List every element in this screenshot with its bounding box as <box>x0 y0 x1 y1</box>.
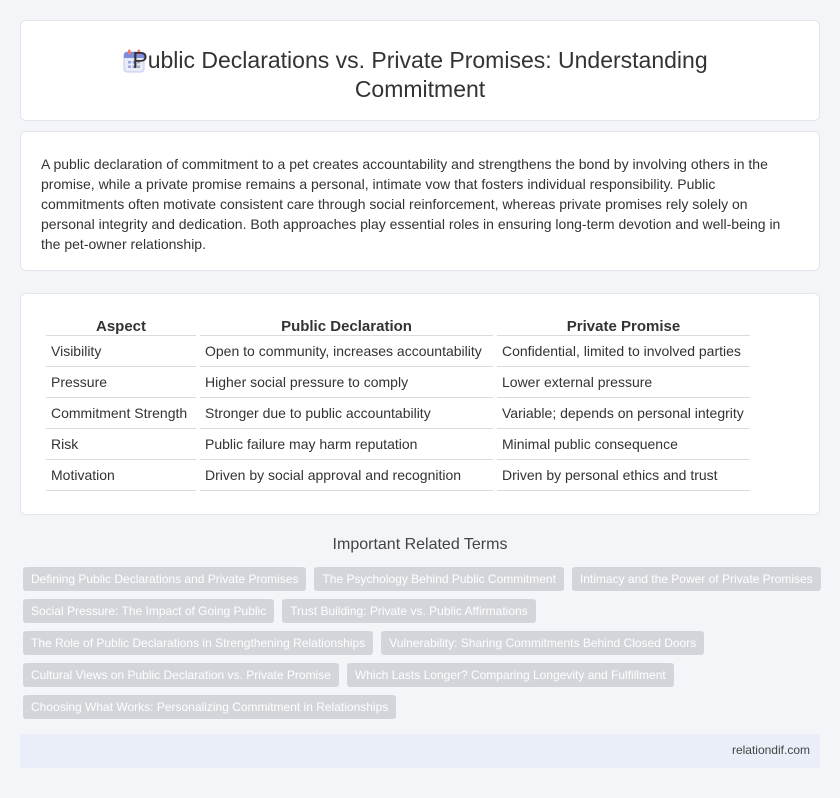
table-cell: Motivation <box>46 460 196 491</box>
comparison-table-card <box>20 293 820 515</box>
table-cell: Minimal public consequence <box>497 429 750 460</box>
table-cell: Variable; depends on personal integrity <box>497 398 750 429</box>
table-row <box>46 398 750 429</box>
intro-card <box>20 131 820 271</box>
table-cell: Open to community, increases accountability <box>200 336 493 367</box>
table-cell: Commitment Strength <box>46 398 196 429</box>
related-term-link[interactable]: The Role of Public Declarations in Strengthening Relationships <box>23 631 373 655</box>
table-cell: Driven by personal ethics and trust <box>497 460 750 491</box>
table-row <box>46 336 750 367</box>
related-term-link[interactable]: Intimacy and the Power of Private Promises <box>572 567 821 591</box>
header-card <box>20 20 820 121</box>
page-title: Public Declarations vs. Private Promises: Understanding Commitment <box>132 47 708 102</box>
related-terms-list <box>23 567 823 727</box>
column-header-public: Public Declaration <box>200 314 493 336</box>
table-cell: Risk <box>46 429 196 460</box>
related-term-link[interactable]: Vulnerability: Sharing Commitments Behind Closed Doors <box>381 631 704 655</box>
table-cell: Higher social pressure to comply <box>200 367 493 398</box>
intro-text: A public declaration of commitment to a pet creates accountability and strengthens the bond by involving others in the promise, while a private promise remains a personal, intimate vow that fosters individual responsibility. Public commitments often motivate consistent care through social reinforcement, whereas private promises rely solely on personal integrity and dedication. Both approaches play essential roles in ensuring long-term devotion and well-being in the pet-owner relationship. <box>41 156 781 252</box>
table-cell: Visibility <box>46 336 196 367</box>
related-term-link[interactable]: Defining Public Declarations and Private Promises <box>23 567 306 591</box>
related-term-link[interactable]: Social Pressure: The Impact of Going Public <box>23 599 274 623</box>
related-term-link[interactable]: Choosing What Works: Personalizing Commitment in Relationships <box>23 695 396 719</box>
table-cell: Lower external pressure <box>497 367 750 398</box>
related-terms-title: Important Related Terms <box>332 536 508 553</box>
comparison-table <box>42 314 754 491</box>
table-row <box>46 460 750 491</box>
table-header-row <box>46 314 750 336</box>
related-term-link[interactable]: Cultural Views on Public Declaration vs. Private Promise <box>23 663 339 687</box>
column-header-private: Private Promise <box>497 314 750 336</box>
related-term-link[interactable]: Which Lasts Longer? Comparing Longevity and Fulfillment <box>347 663 674 687</box>
related-term-link[interactable]: The Psychology Behind Public Commitment <box>314 567 563 591</box>
table-row <box>46 429 750 460</box>
table-cell: Pressure <box>46 367 196 398</box>
table-cell: Stronger due to public accountability <box>200 398 493 429</box>
related-term-link[interactable]: Trust Building: Private vs. Public Affirmations <box>282 599 535 623</box>
footer-site-name[interactable]: relationdif.com <box>731 743 810 757</box>
footer <box>20 734 820 768</box>
table-cell: Confidential, limited to involved parties <box>497 336 750 367</box>
table-row <box>46 367 750 398</box>
column-header-aspect: Aspect <box>46 314 196 336</box>
table-cell: Driven by social approval and recognition <box>200 460 493 491</box>
table-cell: Public failure may harm reputation <box>200 429 493 460</box>
